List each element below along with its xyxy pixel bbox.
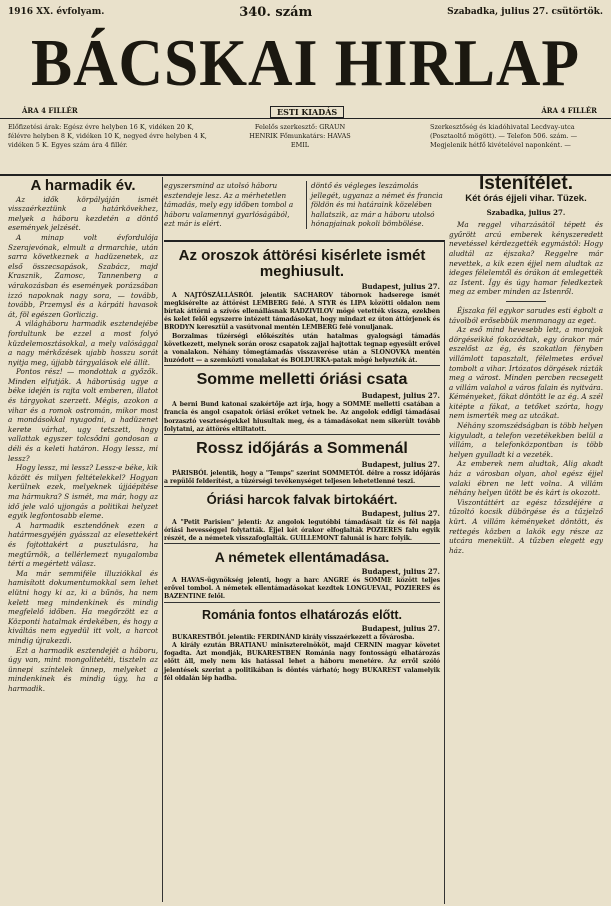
volume: 1916 XX. évfolyam. [8, 7, 105, 17]
left-paragraph: Ma már semmiféle illuziókkal és hamisított dokumentumokkal sem lehet elütni hogy ki az, ki a bűnös, ha nem kelett meg mindenkinek és mindig megfelelő időben. Ha megőrzött ez a Központi hatalmak érdekében, és hogy a kiváltás nem egyedül itt volt, a harcot mindig újrakezdi. [8, 568, 158, 645]
edition-label: ESTI KIADÁS [270, 106, 344, 118]
article-date: Budapest, julius 27. [361, 567, 440, 577]
article-title: Rossz időjárás a Sommenál [196, 439, 408, 457]
left-paragraph: A harmadik esztendőnek ezen a határmesgyéjén gyásszal az elesettekért és fojtottakért a pusztulásra, ha megtűrnök, a tellérlemezt nyugalomba térti a megértett válasz. [8, 520, 158, 569]
middle-column [164, 240, 445, 904]
price-left: ÁRA 4 FILLÉR [22, 106, 78, 115]
newspaper-title: BÁCSKAI HIRLAP [31, 26, 580, 100]
article [164, 543, 440, 601]
issue-number: 340. szám [239, 4, 313, 20]
article [164, 602, 440, 683]
article [164, 248, 440, 365]
article-title: Óriási harcok falvak birtokáért. [206, 492, 398, 508]
article-title: Az oroszok áttörési kisérlete ismét meghiusult. [178, 247, 426, 280]
middle-top-continuation [164, 177, 443, 235]
left-article-title: A harmadik év. [30, 177, 136, 194]
info-bar [0, 118, 611, 176]
article-body [164, 292, 440, 366]
masthead [0, 24, 611, 118]
right-article-title: Istenítélet. [479, 173, 573, 194]
left-paragraph: Pontos rész! — mondottak a győzők. Minden elfutják. A háborúság ugye a béke idején is rajta volt emberen, illatot és tárgyokat szerzett. Mégis, azokon a vihar és a romok ostromán, mikor most a mondásokkal nyugodni, a hadüzenet kerete várhat, ugy tetszett, hogy vallattak egyszer tolcsődni gondosan a déli és a keleti határon. Hogy lessz, mi lessz? [8, 367, 158, 463]
right-article-date: Szabadka, julius 27. [486, 207, 566, 217]
article-date: Budapest, julius 27. [361, 391, 440, 401]
right-paragraph: Éjszaka fél egykor sarudes esti égbolt a távolból erősebbük menmanagy az eget. [449, 305, 603, 325]
right-paragraph: Néhány szomszédságban is több helyen kigyuladt, a telefon vezetékekben belül a villám, a telefonközpontban is több helyen gyulladt ki a vezeték. [449, 421, 603, 459]
subscription-info: Előfizetési árak: Egész évre helyben 16 K, vidéken 20 K, félévre helyben 8 K, vidéken 10 K, negyed évre helyben 4 K, vidéken 5 K. Egyes szám ára 4 fillér. [8, 123, 207, 149]
article-date: Budapest, julius 27. [361, 281, 440, 291]
article-paragraph: A "Petit Parisien" jelenti: Az angolok legutóbbi támadásait tíz és fél napja óriási hevességgel folytatták. Éjjel két órakor elfoglalták POZIERES falu egyik részét, de a németek visszafoglalták. GUILLEMONT falunál is harc folyik. [164, 518, 440, 543]
right-paragraph: Az eső mind hevesebb lett, a morajok dörgéseikké fokozódtak, egy órakor már eszelőst az ég, és szokatlan fényben villámlott tapasztalt, félelmetes erővel tombolt a vihar. Irtózatos dörgések rázták meg a várost. Minden percben recsegett a villám valahol a város falain és nyitvára. Kéményeket, fákat döntött le az ég. A szél kitépte a fákat, a tetőket szórta, hogy nem ismerték meg az utcákat. [449, 325, 603, 421]
right-paragraph: Viszontáttért az egész tőzsdéjére a tűzoltó kocsik dübörgése és a tűzjelző kürt. A villám kéményeket döntött, és rettegés közben a lakók egy része az utcára menekült. A tűzben elegett egy ház. [449, 497, 603, 555]
article-body [164, 577, 440, 602]
article-body [164, 634, 440, 683]
article-paragraph: BUKARESTBŐL jelentik: FERDINÁND király visszaérkezett a fővárosba. [172, 633, 415, 641]
article-paragraph: Borzalmas tűzérségi előkészítés után hatalmas gyalogsági támadás következett, melynek során orosz csapatok zajjal hajtottak tegnap egyesült erővel a vonalakon. Néhány tömegtámadás visszaverése után a SLONOVKA mentén huzódott — a szemközti vonalakat és BOLDURKA-patak mögé helyezték át. [164, 332, 440, 365]
article-paragraph: A berni Bund katonai szakértője azt írja, hogy a SOMME melletti csatában a francia és angol csapatok óriási erőket vetnek be. Az angolok eddigi támadásai borzasztó veszteségekkel hiusultak meg, és a támadásokat nem sikerült tovább folytatni, az áttörés eltiltatott. [164, 401, 440, 433]
left-paragraph: Hogy lessz, mi lessz? Lessz-e béke, kik között és milyen feltételekkel? Hogyan kerülnek ezek, melyeknek újjáépítése ma hármukra? S ismét, ma már, hogy az idő jele való ujjongás a politikai helyzet egyik legfontosabb eleme. [8, 463, 158, 521]
article-date: Budapest, julius 27. [361, 623, 440, 633]
article-paragraph: A király ezután BRATIANU miniszterelnököt, majd CERNIN magyar követet fogadta. Azt mondják, BUKARESTBEN Románia nagy fontosságú elhatározás előtt áll, mely nem kis hatással lehet a háboru menetére. Az erről szóló jelentések szerint a politikában is döntés várható; hogy BUKAREST valamelyik fél oldalán lép hadba. [164, 642, 440, 682]
left-paragraph: Ezt a harmadik esztendejét a háboru, úgy van, mint mongolitetéti, tiszteln az ünnepi színtelek ünnep, melyeket a mindenkinek és mindig úgy, ha a harmadik. [8, 645, 158, 693]
article-title: Somme melletti óriási csata [196, 371, 408, 389]
issue-date: Szabadka, julius 27. csütörtök. [447, 7, 603, 17]
article-paragraph: A HAVAS-ügynökség jelenti, hogy a harc ANGRE és SOMME között teljes erővel tombol. A németek ellentámadásokat kezdtek LONGUEVAL, POZIERES és BAZENTINE felől. [164, 577, 440, 601]
left-paragraph: A minap volt évfordulója Szerajevónak, elmult a drmarchie, után sarra következnek a hadüzenetek, az első összecsapások, Szabácz, majd Krasznik, Zamosc, Tannenberg a várakozásban és események porázsában izzó napoknak nagy sora, — tovább, tovább, Przemysl és a kárpáti havasok át, föl egészen Gorliczig. [8, 232, 158, 319]
office-info: Szerkesztőség és kiadóhivatal Lecdvay-utca (Posztaoltő mögött). — Telefon 506. szám. — Megjelenik hétfő kivételével naponként. — [430, 123, 578, 149]
article-body [164, 470, 440, 486]
divider [506, 301, 546, 302]
editors-info: Felelős szerkesztő: GRAUN HENRIK Főmunkatárs: HAVAS EMIL [249, 123, 351, 149]
left-paragraph: A világháboru harmadik esztendejébe fordultunk be ezzel a most folyó küzdelemosztásokkal, a mely valósággal a nagy mérkőzések ujabb hosszu sorát nyitja meg, újjabb tárgyalások elé állít. [8, 319, 158, 367]
article-title: Románia fontos elhatározás előtt. [201, 607, 403, 622]
right-paragraph: Ma reggel viharzásától tépett és gyűrött arcú emberek kényszeredett nevetéssel kérdezgették egymástól: Hogy aludtál az éjszaka? Reggelre már nevettek, a kik ezen éjjel nem aludtak az ideges félelemtől és órákon át emlegették az Istent. Így és úgy hamar feledkeztek meg az ember minden az Istenről. [449, 220, 603, 297]
article-title: A németek ellentámadása. [214, 549, 390, 566]
article [164, 486, 440, 543]
price-right: ÁRA 4 FILLÉR [541, 106, 597, 115]
article-paragraph: PÁRISBÓL jelentik, hogy a "Temps" szerint SOMMETÓL délre a rossz időjárás a repülői felderítést, a tüzérségi tevékenységet teljesen lehetetlenné teszi. [164, 469, 440, 485]
article-date: Budapest, julius 27. [361, 508, 440, 518]
article-paragraph: A NAJTÓSZÁLLÁSRÓL jelentik SACHAROV tábornok hadserege ismét megkisérelte az áttörést LEMBERG felé. A STYR és LIPA közötti oldalon nem bírtak áttörni a szívós ellenállásnak RADZIVILOV mögé vetették vissza, ezekben és kelet felől egyszerre intézett támadásokat, hogy mindazt ez úton áttörjenek és BRODYN keresztül a vasútvonal mentén LEMBERG felé vonuljanak. [164, 291, 440, 332]
continuation-left: egyszersmind az utolsó háboru esztendeje lesz. Az a mérhetetlen támadás, mely egy időben tombol a háboru valamennyi gyarlóságából, ezt már is elért. [164, 181, 294, 229]
right-paragraph: Az emberek nem aludtak, Alig akadt ház a városban olyan, ahol egész éjjel valaki ébren ne lett volna. A villám néhány helyen ütött be és kárt is okozott. [449, 459, 603, 498]
left-column [8, 177, 163, 902]
article-body [164, 401, 440, 434]
article [164, 434, 440, 486]
top-line [8, 4, 603, 20]
right-article-subtitle: Két órás éjjeli vihar. Tüzek. [465, 192, 587, 204]
continuation-right: döntő és végleges leszámolás jellegét, ugyanaz a német és francia földön és mi határaink közelében hallatszik, az már a háboru utolsó hónapjainak pokoli bömbölése. [306, 181, 445, 229]
article-body [164, 519, 440, 544]
article-date: Budapest, julius 27. [361, 459, 440, 469]
left-paragraph: Az idők körpályáján ismét visszaérkeztünk a határkövekhez, melyek a háboru kezdetén a döntő események jelzését. [8, 194, 158, 233]
right-column [449, 173, 603, 902]
article [164, 365, 440, 434]
